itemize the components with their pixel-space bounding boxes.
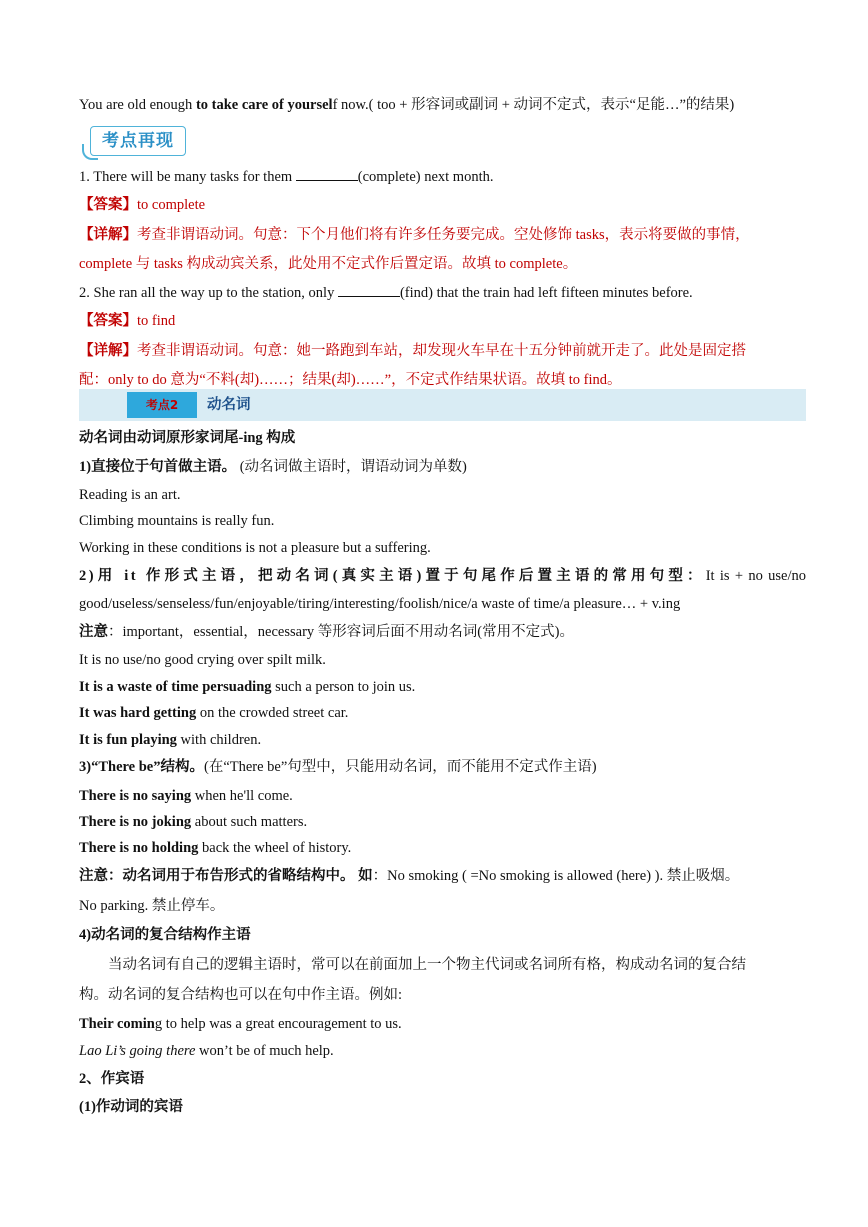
note-2-line-1 [79,866,806,886]
point-text: It is + no use/no [705,568,806,584]
point-4-heading: 4)动名词的复合结构作主语 [79,927,251,943]
paragraph-line-2: 构。动名词的复合结构也可以在句中作主语。例如: [79,987,403,1003]
note-label: 如 [354,868,373,884]
detail-text: complete 与 tasks 构成动宾关系，此处用不定式作后置定语。故填 to complete。 [79,256,578,272]
detail-label: 【详解】 [79,227,137,243]
example-line: It is no use/no good crying over spilt milk. [79,652,326,668]
section-badge: 考点2 [127,392,197,418]
answer-blank [296,168,358,181]
text: such a person to join us. [271,679,416,695]
answer-label: 【答案】 [79,197,137,213]
top-line [79,95,806,115]
bold-text: There is no saying [79,788,192,804]
section-2-subheading: (1)作动词的宾语 [79,1099,183,1115]
note-label: 注意 [79,624,108,640]
example-line: Working in these conditions is not a pleasure but a suffering. [79,540,431,556]
question-1 [79,167,806,187]
answer-value: to complete [137,197,206,213]
example-line [79,1041,806,1061]
bold-text: It is fun playing [79,732,177,748]
example-line [79,677,806,697]
detail-1-line-1 [79,225,806,245]
detail-2-line-2 [79,370,806,390]
note-text: ：important，essential，necessary 等形容词后面不用动名词(常用不定式)。 [108,624,574,640]
text: g to help was a great encouragement to us. [154,1016,402,1032]
text: with children. [176,732,262,748]
point-note: (动名词做主语时，谓语动词为单数) [236,459,467,475]
answer-2 [79,311,806,331]
example-line [79,1014,806,1034]
question-text: (complete) next month. [357,169,494,185]
detail-text: 考查非谓语动词。句意：下个月他们将有许多任务要完成。空处修饰 tasks，表示将要做的事情， [137,227,750,243]
bold-text: There is no holding [79,840,199,856]
example-line [79,730,806,750]
point-1 [79,457,806,477]
note-2-line-2: No parking. 禁止停车。 [79,898,225,914]
question-2 [79,283,806,303]
bold-text: There is no joking [79,814,192,830]
example-line: Reading is an art. [79,487,181,503]
text: when he'll come. [191,788,293,804]
point-2-line-2: good/useless/senseless/fun/enjoyable/tiring/interesting/foolish/nice/a waste of time/a pleasure… + v.ing [79,596,681,612]
section-2-heading: 2、作宾语 [79,1071,145,1087]
text: on the crowded street car. [196,705,349,721]
note-text: ：No smoking ( =No smoking is allowed (here) ). 禁止吸烟。 [372,868,740,884]
detail-1-line-2 [79,254,806,274]
point-heading: 1)直接位于句首做主语。 [79,459,237,475]
bold-text: to take care of yoursel [195,97,333,113]
bold-text: It was hard getting [79,705,197,721]
point-note: (在“There be”句型中，只能用动名词，而不能用不定式作主语) [203,759,597,775]
kaodian-tag [82,126,188,156]
text: back the wheel of history. [198,840,352,856]
example-line [79,812,806,832]
point-heading: 3)“There be”结构。 [79,759,204,775]
question-text: (find) that the train had left fifteen minutes before. [399,285,693,301]
detail-text: 配：only to do 意为“不料(却)……；结果(却)……”，不定式作结果状语。故填 to find。 [79,372,622,388]
answer-1 [79,195,806,215]
point-2-line-1 [79,566,806,586]
point-heading: 2)用 it 作形式主语，把动名词(真实主语)置于句尾作后置主语的常用句型： [79,568,706,584]
bold-text: It is a waste of time persuading [79,679,272,695]
text: f now.( too + 形容词或副词 + 动词不定式，表示“足能…”的结果) [332,97,735,113]
italic-text: Lao Li’s going there [79,1043,196,1059]
example-line [79,838,806,858]
detail-2-line-1 [79,341,806,361]
answer-blank [338,284,400,297]
tag-label: 考点再现 [90,126,186,156]
bold-text: Their comin [79,1016,155,1032]
answer-label: 【答案】 [79,313,137,329]
section-header [79,389,806,421]
example-line [79,703,806,723]
text: won’t be of much help. [195,1043,334,1059]
text: about such matters. [191,814,308,830]
example-line: Climbing mountains is really fun. [79,513,275,529]
question-text: 1. There will be many tasks for them [79,169,296,185]
point-3 [79,757,806,777]
text: You are old enough [79,97,196,113]
note-heading: 注意：动名词用于布告形式的省略结构中。 [79,868,355,884]
paragraph-line-1: 当动名词有自己的逻辑主语时，常可以在前面加上一个物主代词或名词所有格，构成动名词的复合结 [108,957,746,973]
example-line [79,786,806,806]
section-title: 动名词 [207,397,251,413]
intro-line: 动名词由动词原形家词尾-ing 构成 [79,430,296,446]
answer-value: to find [137,313,176,329]
note-line [79,622,806,642]
question-text: 2. She ran all the way up to the station, only [79,285,338,301]
detail-text: 考查非谓语动词。句意：她一路跑到车站，却发现火车早在十五分钟前就开走了。此处是固定搭 [137,343,746,359]
detail-label: 【详解】 [79,343,137,359]
